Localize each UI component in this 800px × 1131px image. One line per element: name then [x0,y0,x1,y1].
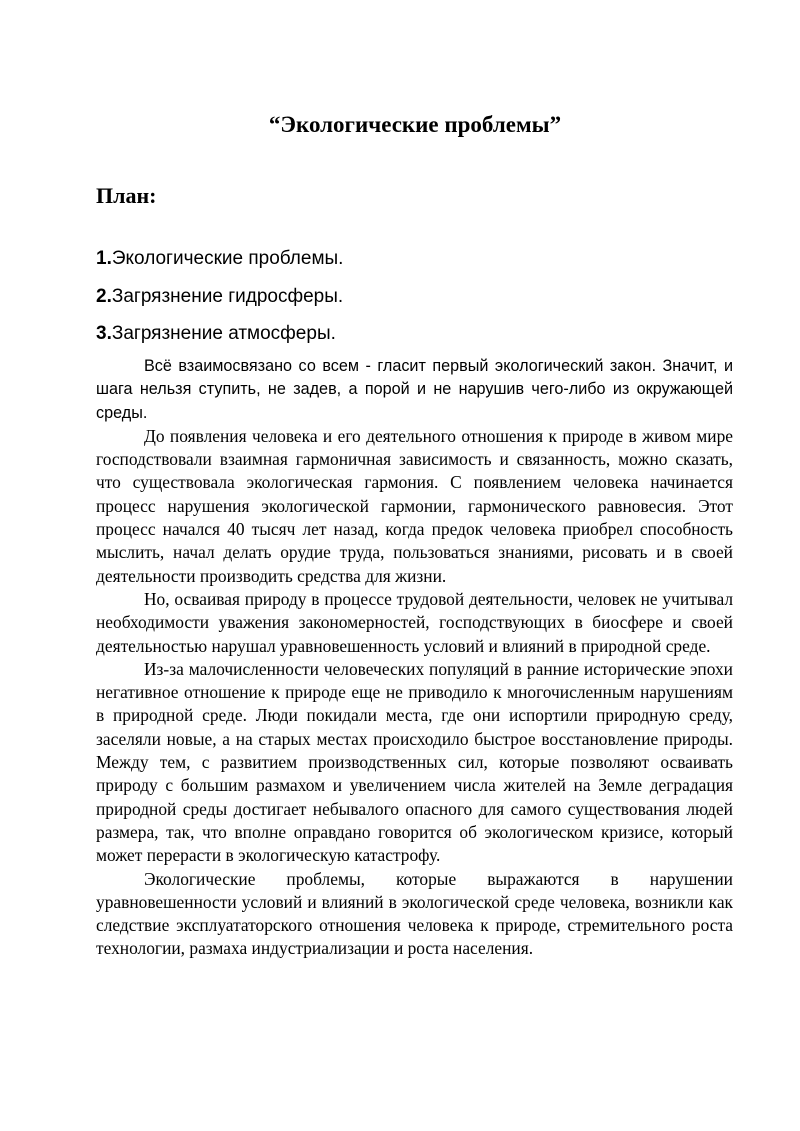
plan-item [96,285,343,309]
plan-item-number: 2. [96,286,112,307]
body-paragraph: Экологические проблемы, которые выражаются в нарушении уравновешенности условий и влияний в экологической среде человека, возникли как следствие эксплуататорского отношения человека к природе, стремительного роста технологии, размаха индустриализации и роста населения. [96,868,733,959]
body-paragraph: Но, осваивая природу в процессе трудовой деятельности, человек не учитывал необходимости уважения закономерностей, господствующих в биосфере и своей деятельностью нарушал уравновешенность условий и влияний в природной среде. [96,588,733,656]
document-title: “Экологические проблемы” [268,112,562,137]
plan-item [96,247,343,271]
plan-item-text: Загрязнение атмосферы. [111,323,336,344]
body-paragraph: До появления человека и его деятельного отношения к природе в живом мире господствовали взаимная гармоничная зависимость и связанность, можно сказать, что существовала экологическая гармония. С появлением человека начинается процесс нарушения экологической гармонии, гармонического равновесия. Этот процесс начался 40 тысяч лет назад, когда предок человека приобрел способность мыслить, начал делать орудие труда, пользоваться знаниями, рисовать и в своей деятельности производить средства для жизни. [96,425,733,586]
body-paragraph: Всё взаимосвязано со всем - гласит первый экологический закон. Значит, и шага нельзя ступить, не задев, а порой и не нарушив чего-либо из окружающей среды. [96,357,733,422]
body-paragraph: Из-за малочисленности человеческих популяций в ранние исторические эпохи негативное отношение к природе еще не приводило к многочисленным нарушениям в природной среде. Люди покидали места, где они испортили природную среду, заселяли новые, а на старых местах происходило быстрое восстановление природы. Между тем, с развитием производственных сил, которые позволяют осваивать природу с большим размахом и увеличением числа жителей на Земле деградация природной среды достигает небывалого опасного для самого существования людей размера, так, что вполне оправдано говорится об экологическом кризисе, который может перерасти в экологическую катастрофу. [96,658,733,866]
plan-item-text: Загрязнение гидросферы. [111,286,344,307]
plan-item [96,322,336,346]
plan-item-text: Экологические проблемы. [111,248,344,269]
plan-heading: План: [96,183,157,208]
document-body [96,355,733,961]
plan-item-number: 3. [96,323,112,344]
plan-item-number: 1. [96,248,112,269]
